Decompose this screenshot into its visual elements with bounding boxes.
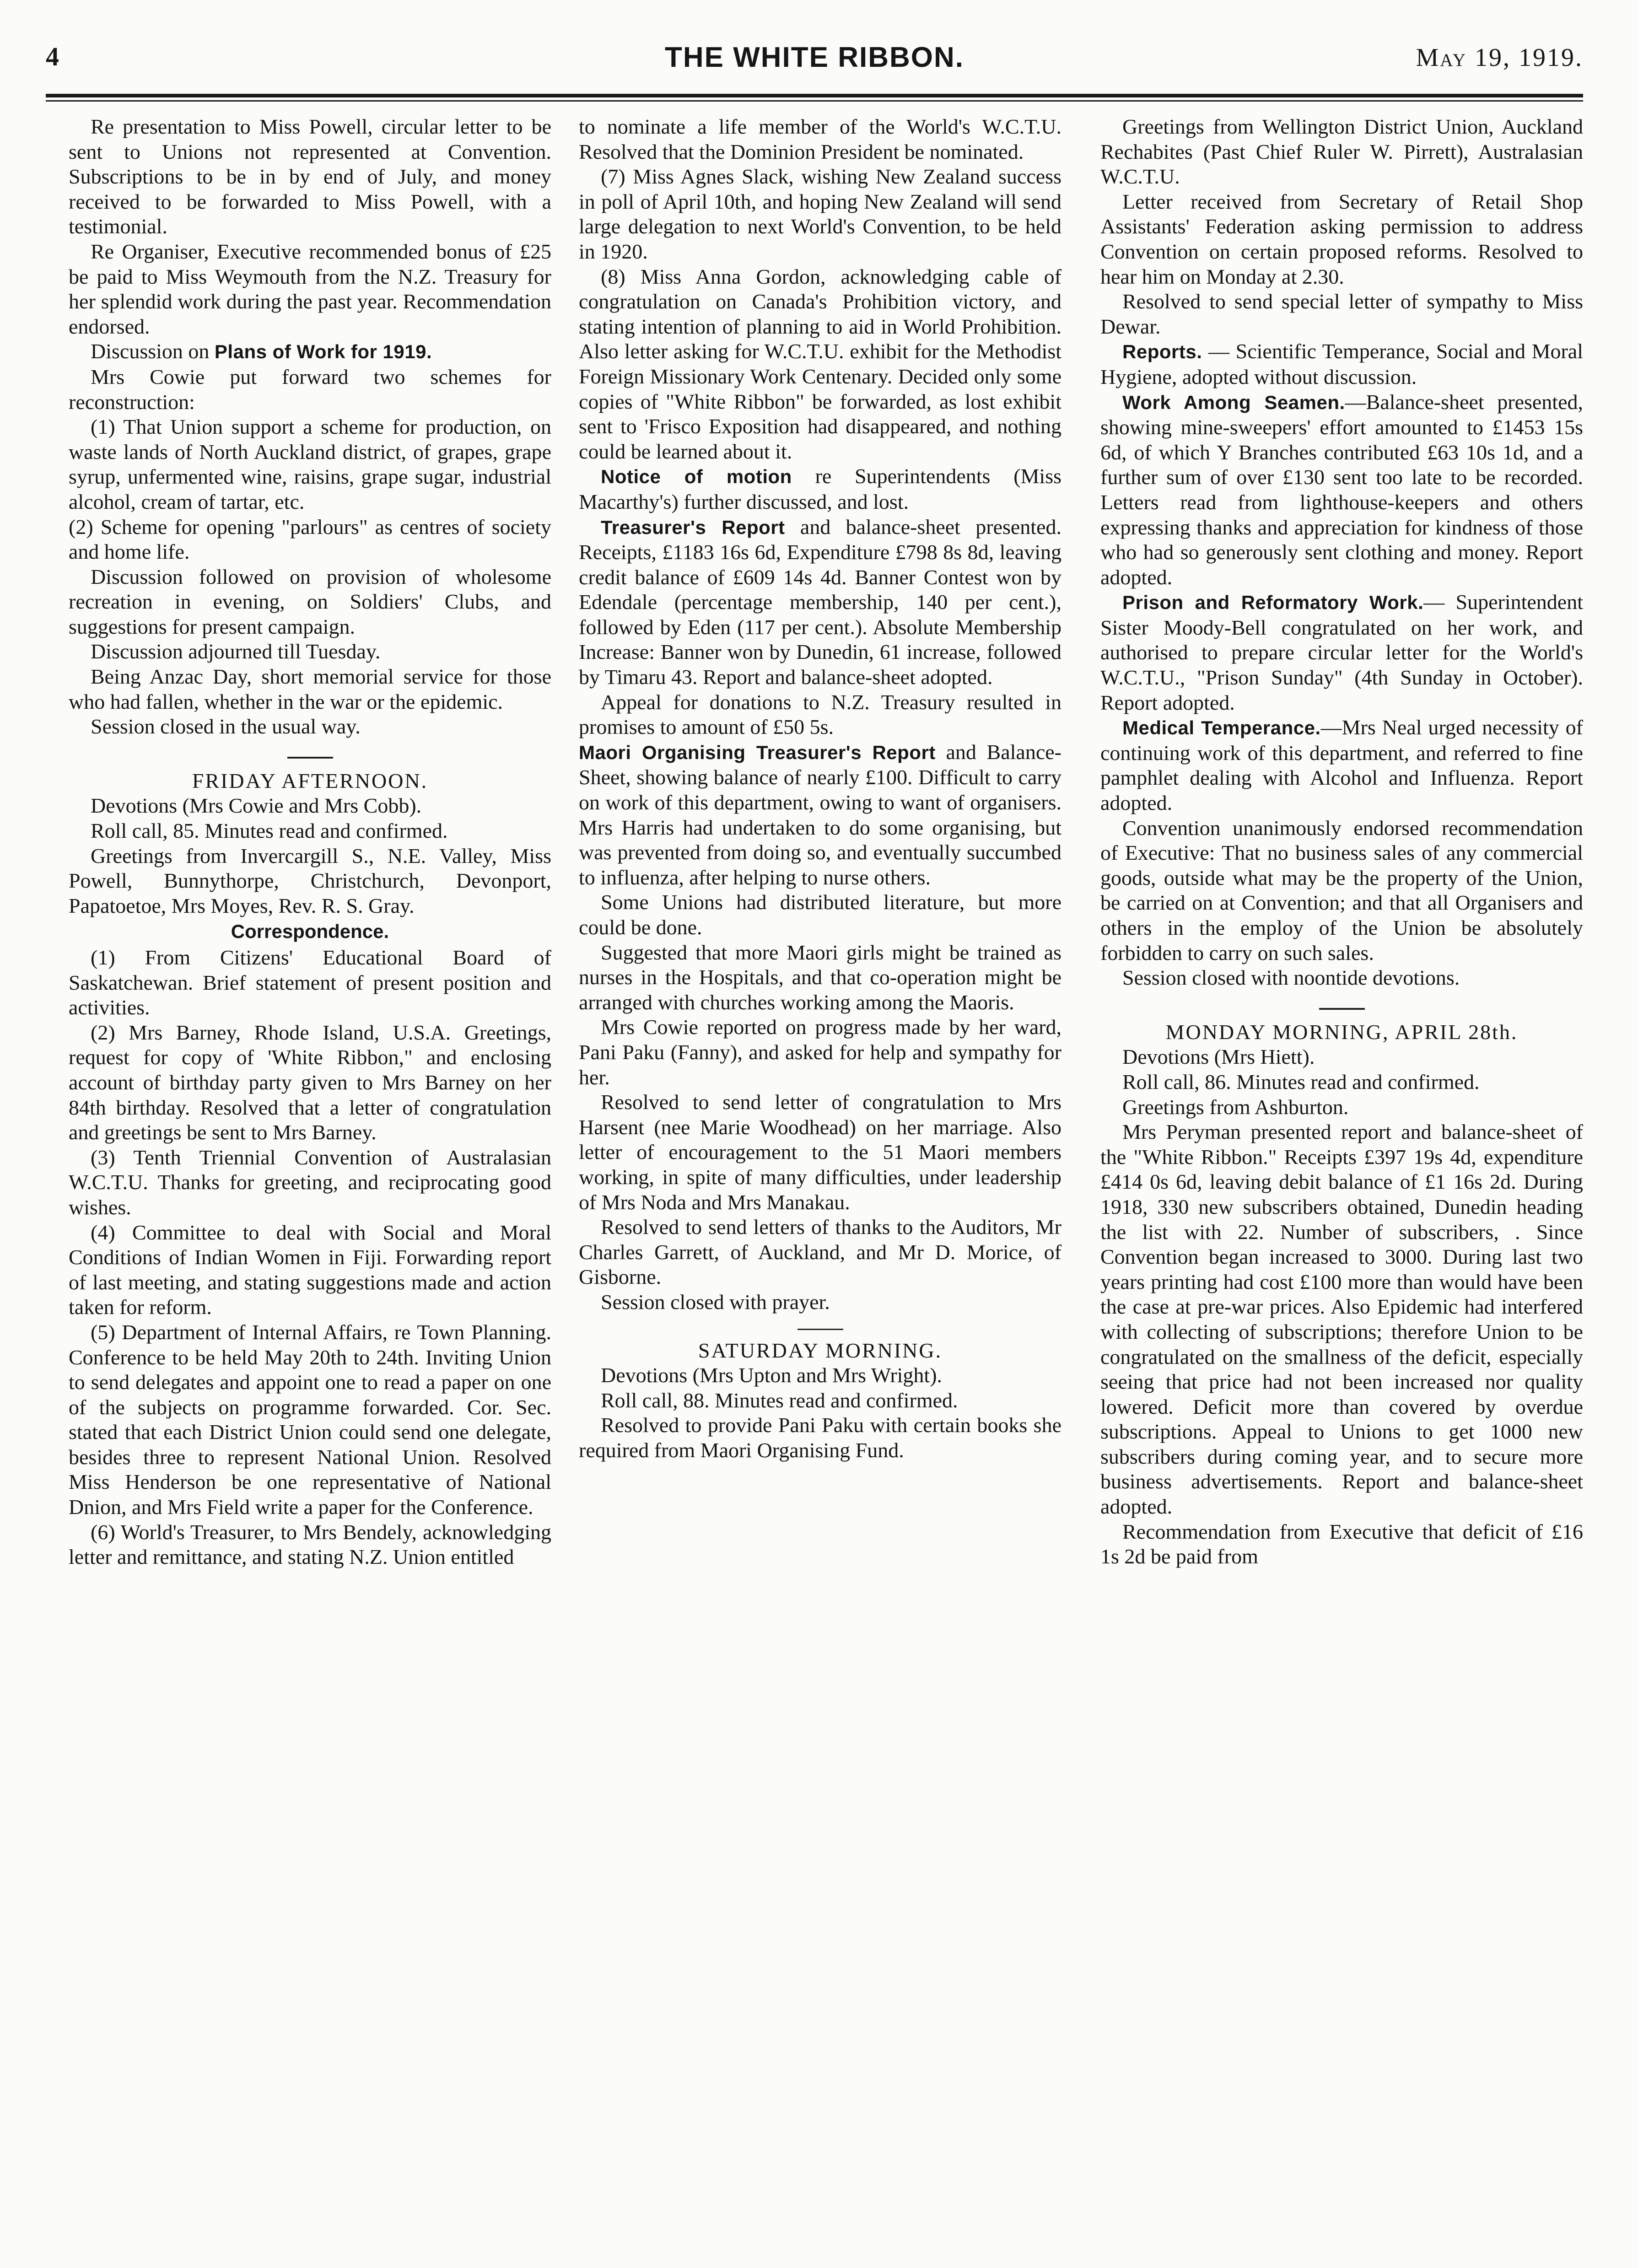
paragraph bbox=[1100, 390, 1583, 590]
paragraph: Discussion followed on provision of wholesome recreation in evening, on Soldiers' Clubs, and suggestions for present campaign. bbox=[69, 565, 551, 638]
paragraph bbox=[1100, 715, 1583, 815]
paragraph-text: — Superintendent Sister Moody-Bell congratulated on her work, and authorised to prepare circular letter for the World's W.C.T.U., "Prison Sunday" (4th Sunday in October). Report adopted. bbox=[1100, 590, 1583, 714]
section-heading-plans-of-work: Plans of Work for 1919. bbox=[214, 341, 432, 363]
section-heading-notice-of-motion: Notice of motion bbox=[601, 466, 792, 488]
section-divider bbox=[797, 1329, 843, 1330]
paragraph: Session closed with noontide devotions. bbox=[1122, 966, 1460, 990]
paragraph-text: and Balance-Sheet, showing balance of nearly £100. Difficult to carry on work of this department, owing to want of organisers. Mrs Harris had undertaken to do some organising, but was prevented from doing so, and eventually succumbed to influenza, after helping to nurse others. bbox=[579, 740, 1061, 889]
paragraph-text: — Scientific Temperance, Social and Moral Hygiene, adopted without discussion. bbox=[1100, 339, 1583, 388]
paragraph: Devotions (Mrs Upton and Mrs Wright). bbox=[601, 1363, 943, 1387]
paragraph bbox=[1100, 339, 1583, 389]
paragraph-text: Discussion on bbox=[91, 339, 215, 363]
paragraph: Re presentation to Miss Powell, circular letter to be sent to Unions not represented at Convention. Subscriptions to be in by end of July, and money received to be forwarded to Miss Powell, with a testimonial. bbox=[69, 115, 551, 238]
paragraph: Mrs Cowie reported on progress made by her ward, Pani Paku (Fanny), and asked for help and sympathy for her. bbox=[579, 1015, 1061, 1089]
paragraph: (6) World's Treasurer, to Mrs Bendely, acknowledging letter and remittance, and stating N.Z. Union entitled bbox=[69, 1520, 551, 1569]
paragraph: Letter received from Secretary of Retail Shop Assistants' Federation asking permission to address Convention on certain proposed reforms. Resolved to hear him on Monday at 2.30. bbox=[1100, 189, 1583, 288]
paragraph: Session closed in the usual way. bbox=[91, 715, 361, 738]
section-heading-reports: Reports. bbox=[1122, 341, 1202, 363]
paragraph: Roll call, 88. Minutes read and confirmed. bbox=[601, 1388, 958, 1412]
paragraph bbox=[579, 740, 1061, 890]
paragraph: Appeal for donations to N.Z. Treasury resulted in promises to amount of £50 5s. bbox=[579, 690, 1061, 739]
paragraph: (2) Mrs Barney, Rhode Island, U.S.A. Greetings, request for copy of 'White Ribbon," and enclosing account of birthday party given to Mrs Barney on her 84th birthday. Resolved that a letter of congratulation and greetings be sent to Mrs Barney. bbox=[69, 1020, 551, 1144]
paragraph: Mrs Cowie put forward two schemes for reconstruction: bbox=[69, 365, 551, 414]
saturday-morning-heading: SATURDAY MORNING. bbox=[698, 1338, 943, 1362]
paragraph-text: —Balance-sheet presented, showing mine-sweepers' effort amounted to £1453 15s 6d, of which Y Branches contributed £63 10s 1d, and a further sum of over £130 sent too late to be recorded. Letters read from lighthouse-keepers and others expressing thanks and appreciation for kindness of those who had so generously sent clothing and money. Report adopted. bbox=[1100, 390, 1583, 589]
paragraph: Re Organiser, Executive recommended bonus of £25 be paid to Miss Weymouth from the N.Z. Treasury for her splendid work during the past year. Recommendation endorsed. bbox=[69, 239, 551, 338]
paragraph: Devotions (Mrs Cowie and Mrs Cobb). bbox=[91, 794, 422, 818]
masthead-rule bbox=[46, 94, 1583, 97]
paragraph bbox=[1100, 590, 1583, 715]
paragraph: Devotions (Mrs Hiett). bbox=[1122, 1045, 1315, 1069]
paragraph: Roll call, 86. Minutes read and confirmed. bbox=[1122, 1070, 1480, 1094]
paragraph: Convention unanimously endorsed recommendation of Executive: That no business sales of any commercial goods, outside what may be the property of the Union, be carried on at Convention; and that all Organisers and others in the employ of the Union be absolutely forbidden to carry on such sales. bbox=[1100, 816, 1583, 964]
paragraph: Greetings from Invercargill S., N.E. Valley, Miss Powell, Bunnythorpe, Christchurch, Devonport, Papatoetoe, Mrs Moyes, Rev. R. S. Gray. bbox=[69, 844, 551, 917]
paragraph bbox=[579, 515, 1061, 690]
paragraph: Discussion adjourned till Tuesday. bbox=[91, 640, 381, 663]
paragraph: (7) Miss Agnes Slack, wishing New Zealand success in poll of April 10th, and hoping New Zealand will send large delegation to next World's Convention, to be held in 1920. bbox=[579, 165, 1061, 263]
column-2 bbox=[579, 114, 1061, 2246]
paragraph: Some Unions had distributed literature, but more could be done. bbox=[579, 890, 1061, 939]
paragraph: to nominate a life member of the World's W.C.T.U. Resolved that the Dominion President be nominated. bbox=[579, 115, 1061, 163]
paragraph: Suggested that more Maori girls might be trained as nurses in the Hospitals, and that co-operation might be arranged with churches working among the Maoris. bbox=[579, 940, 1061, 1014]
paragraph bbox=[579, 464, 1061, 514]
page-number: 4 bbox=[46, 42, 59, 71]
monday-morning-heading: MONDAY MORNING, APRIL 28th. bbox=[1165, 1020, 1518, 1044]
paragraph: (3) Tenth Triennial Convention of Australasian W.C.T.U. Thanks for greeting, and reciprocating good wishes. bbox=[69, 1145, 551, 1219]
publication-title: THE WHITE RIBBON. bbox=[665, 42, 964, 73]
paragraph: (5) Department of Internal Affairs, re Town Planning. Conference to be held May 20th to 24th. Inviting Union to send delegates and appoint one to read a paper on one of the subjects on programme forwarded. Cor. Sec. stated that each District Union could send one delegate, besides three to represent National Union. Resolved Miss Henderson be one representative of National Dnion, and Mrs Field write a paper for the Conference. bbox=[69, 1320, 551, 1519]
section-divider bbox=[1319, 1008, 1365, 1010]
column-1 bbox=[69, 114, 551, 2246]
correspondence-heading: Correspondence. bbox=[231, 921, 389, 943]
paragraph: (4) Committee to deal with Social and Moral Conditions of Indian Women in Fiji. Forwarding report of last meeting, and stating suggestions made and action taken for reform. bbox=[69, 1220, 551, 1319]
paragraph: (2) Scheme for opening "parlours" as centres of society and home life. bbox=[69, 515, 551, 564]
paragraph: Greetings from Wellington District Union, Auckland Rechabites (Past Chief Ruler W. Pirrett), Australasian W.C.T.U. bbox=[1100, 115, 1583, 189]
paragraph: (8) Miss Anna Gordon, acknowledging cable of congratulation on Canada's Prohibition victory, and stating intention of planning to aid in World Prohibition. Also letter asking for W.C.T.U. exhibit for the Methodist Foreign Missionary Work Centenary. Decided only some copies of "White Ribbon" be forwarded, as lost exhibit sent to 'Frisco Exposition had disappeared, and nothing could be learned about it. bbox=[579, 264, 1061, 463]
paragraph: Being Anzac Day, short memorial service for those who had fallen, whether in the war or the epidemic. bbox=[69, 665, 551, 713]
paragraph: Resolved to send special letter of sympathy to Miss Dewar. bbox=[1100, 290, 1583, 338]
section-divider bbox=[287, 757, 333, 759]
issue-date: May 19, 1919. bbox=[1416, 43, 1583, 72]
masthead-rule-thin bbox=[46, 100, 1583, 102]
paragraph: Resolved to send letter of congratulation to Mrs Harsent (nee Marie Woodhead) on her marriage. Also letter of encouragement to the 51 Maori members working, in spite of many difficulties, under leadership of Mrs Noda and Mrs Manakau. bbox=[579, 1090, 1061, 1214]
friday-afternoon-heading: FRIDAY AFTERNOON. bbox=[192, 769, 428, 792]
section-heading-prison-work: Prison and Reformatory Work. bbox=[1122, 592, 1424, 614]
paragraph: Recommendation from Executive that deficit of £16 1s 2d be paid from bbox=[1100, 1519, 1583, 1568]
paragraph: (1) From Citizens' Educational Board of Saskatchewan. Brief statement of present position and activities. bbox=[69, 946, 551, 1019]
paragraph-text: re Superintendents (Miss Macarthy's) further discussed, and lost. bbox=[579, 464, 1061, 513]
masthead bbox=[46, 41, 1583, 82]
paragraph: Greetings from Ashburton. bbox=[1122, 1095, 1349, 1119]
section-heading-medical-temperance: Medical Temperance. bbox=[1122, 717, 1321, 739]
section-heading-maori-organising: Maori Organising Treasurer's Report bbox=[579, 741, 936, 763]
paragraph-text: and balance-sheet presented. Receipts, £1183 16s 6d, Expenditure £798 8s 8d, leaving credit balance of £609 14s 4d. Banner Contest won by Edendale (percentage membership, 140 per cent.), followed by Eden (117 per cent.). Absolute Membership Increase: Banner won by Dunedin, 61 increase, followed by Timaru 43. Report and balance-sheet adopted. bbox=[579, 515, 1061, 689]
paragraph: (1) That Union support a scheme for production, on waste lands of North Auckland district, of grapes, grape syrup, unfermented wine, raisins, grape sugar, industrial alcohol, cream of tartar, etc. bbox=[69, 415, 551, 513]
paragraph: Resolved to send letters of thanks to the Auditors, Mr Charles Garrett, of Auckland, and Mr D. Morice, of Gisborne. bbox=[579, 1215, 1061, 1289]
column-3 bbox=[1100, 114, 1583, 2246]
paragraph: Roll call, 85. Minutes read and confirmed. bbox=[91, 819, 448, 843]
paragraph bbox=[69, 339, 551, 365]
section-heading-work-among-seamen: Work Among Seamen. bbox=[1122, 391, 1345, 413]
section-heading-treasurers-report: Treasurer's Report bbox=[601, 516, 785, 538]
paragraph: Mrs Peryman presented report and balance-sheet of the "White Ribbon." Receipts £397 19s 4d, expenditure £414 0s 6d, leaving debit balance of £1 16s 2d. During 1918, 330 new subscribers obtained, Dunedin heading the list with 22. Number of subscribers, . Since Convention began increased to 3000. During last two years printing had cost £100 more than would have been the case at pre-war prices. Also Epidemic had interfered with collecting of subscriptions; therefore Union to be congratulated on the smallness of the deficit, especially seeing that price had not been increased nor quality lowered. Deficit more than covered by overdue subscriptions. Appeal to Unions to get 1000 new subscribers during coming year, and to secure more business advertisements. Report and balance-sheet adopted. bbox=[1100, 1120, 1583, 1519]
paragraph: Session closed with prayer. bbox=[601, 1290, 830, 1314]
paragraph: Resolved to provide Pani Paku with certain books she required from Maori Organising Fund. bbox=[579, 1413, 1061, 1462]
paragraph-text: —Mrs Neal urged necessity of continuing work of this department, and referred to fine pamphlet dealing with Alcohol and Influenza. Report adopted. bbox=[1100, 716, 1583, 815]
